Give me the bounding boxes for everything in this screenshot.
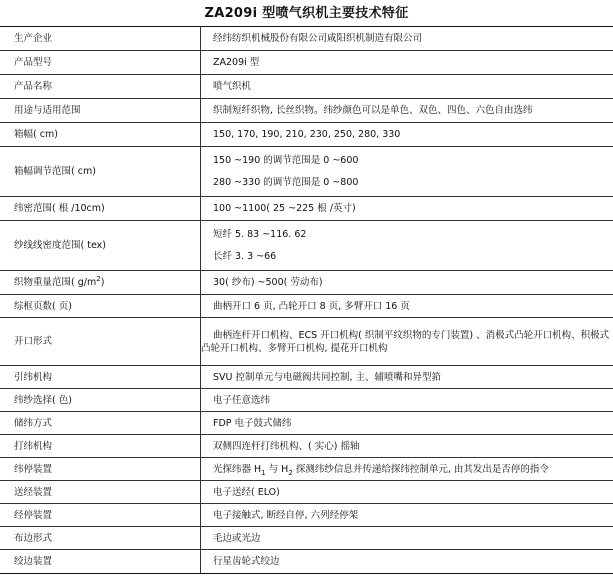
param-value: SVU 控制单元与电磁阀共同控制, 主、辅喷嘴和异型筘	[201, 366, 613, 389]
table-row	[0, 366, 613, 389]
param-value: 经纬纺织机械股份有限公司咸阳织机制造有限公司	[201, 27, 613, 51]
subscript: 1	[261, 468, 266, 477]
param-name: 打纬机构	[0, 435, 201, 458]
param-name-text: 织物重量范围( g/m	[14, 277, 97, 288]
param-name: 纬密范围( 根 /10cm)	[0, 197, 201, 221]
table-row	[0, 412, 613, 435]
param-name: 产品名称	[0, 75, 201, 99]
table-row	[0, 197, 613, 221]
param-name: 引纬机构	[0, 366, 201, 389]
table-row	[0, 318, 613, 366]
param-value	[201, 221, 613, 271]
param-name: 箱幅调节范围( cm)	[0, 147, 201, 197]
param-name: 纬停装置	[0, 458, 201, 481]
param-name: 箱幅( cm)	[0, 123, 201, 147]
param-name: 产品型号	[0, 51, 201, 75]
param-value: 100 ~1100( 25 ~225 根 /英寸)	[201, 197, 613, 221]
param-value: FDP 电子鼓式储纬	[201, 412, 613, 435]
param-value: 织制短纤织物, 长丝织物。纬纱颜色可以是单色、双色、四色、六色自由选纬	[201, 99, 613, 123]
param-value: 电子送经( ELO)	[201, 481, 613, 504]
param-value: 喷气织机	[201, 75, 613, 99]
value-text: 与 H	[265, 463, 289, 475]
value-line: 280 ~330 的调节范围是 0 ~800	[213, 177, 359, 188]
table-row	[0, 481, 613, 504]
superscript: 2	[96, 274, 101, 283]
value-line: 短纤 5. 83 ~116. 62	[213, 229, 307, 240]
value-line: 150 ~190 的调节范围是 0 ~600	[213, 155, 359, 166]
value-text: 光探纬器 H	[213, 463, 262, 475]
param-name	[0, 271, 201, 295]
param-name: 经停装置	[0, 504, 201, 527]
param-name: 绞边装置	[0, 550, 201, 574]
param-name: 储纬方式	[0, 412, 201, 435]
table-title: ZA209i 型喷气织机主要技术特征	[204, 6, 409, 21]
table-row	[0, 389, 613, 412]
param-value: 行星齿轮式绞边	[201, 550, 613, 574]
table-row	[0, 458, 613, 481]
table-row	[0, 527, 613, 550]
param-name: 开口形式	[0, 318, 201, 366]
value-text: 探测纬纱信息并传递给探纬控制单元, 由其发出是否停的指令	[292, 463, 549, 475]
param-value	[201, 458, 613, 481]
param-value	[201, 147, 613, 197]
param-name: 生产企业	[0, 27, 201, 51]
value-line: 长纤 3. 3 ~66	[213, 251, 277, 262]
table-row	[0, 295, 613, 318]
param-value: 30( 纱布) ~500( 劳动布)	[201, 271, 613, 295]
subscript: 2	[288, 468, 293, 477]
table-row	[0, 504, 613, 527]
param-name: 纱线线密度范围( tex)	[0, 221, 201, 271]
table-row	[0, 271, 613, 295]
param-name: 用途与适用范围	[0, 99, 201, 123]
param-name: 送经装置	[0, 481, 201, 504]
table-row	[0, 550, 613, 574]
spec-table	[0, 26, 613, 574]
table-row	[0, 99, 613, 123]
param-value: 电子接触式, 断经自停, 六列经停架	[201, 504, 613, 527]
param-value: 150, 170, 190, 210, 230, 250, 280, 330	[201, 123, 613, 147]
param-value: ZA209i 型	[201, 51, 613, 75]
table-row	[0, 27, 613, 51]
param-value: 电子任意选纬	[201, 389, 613, 412]
param-name: 综框页数( 页)	[0, 295, 201, 318]
param-name: 布边形式	[0, 527, 201, 550]
param-name: 纬纱选择( 色)	[0, 389, 201, 412]
table-row	[0, 51, 613, 75]
table-row	[0, 75, 613, 99]
table-row	[0, 435, 613, 458]
param-value: 毛边或光边	[201, 527, 613, 550]
table-row	[0, 147, 613, 197]
table-row	[0, 221, 613, 271]
table-row	[0, 123, 613, 147]
param-value: 双侧四连杆打纬机构、( 实心) 摇轴	[201, 435, 613, 458]
param-value: 曲柄开口 6 页, 凸轮开口 8 页, 多臂开口 16 页	[201, 295, 613, 318]
param-name-text: )	[100, 277, 105, 288]
param-value: 曲柄连杆开口机构、ECS 开口机构( 织制平纹织物的专门装置) 、消极式凸轮开口机构、积极式凸轮开口机构、多臂开口机构, 提花开口机构	[201, 318, 613, 366]
